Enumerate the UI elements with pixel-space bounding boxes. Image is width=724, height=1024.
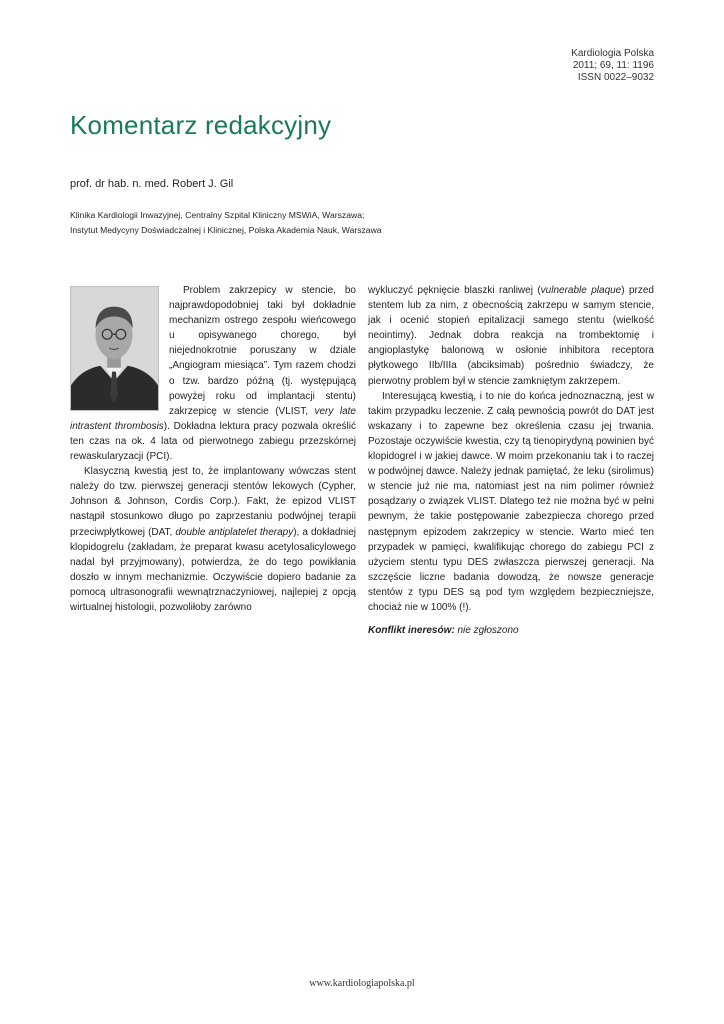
author-portrait <box>70 286 159 411</box>
conflict-value: nie zgłoszono <box>457 625 519 637</box>
author-name: prof. dr hab. n. med. Robert J. Gil <box>70 178 234 190</box>
journal-issn: ISSN 0022–9032 <box>577 72 654 83</box>
footer-url: www.kardiologiapolska.pl <box>309 978 415 989</box>
article-title: Komentarz redakcyjny <box>70 110 332 140</box>
conflict-label: Konflikt ineresów: <box>368 625 455 637</box>
left-column <box>70 283 356 615</box>
affiliation-line: Klinika Kardiologii Inwazyjnej, Centralny Szpital Kliniczny MSWiA, Warszawa; <box>70 210 365 220</box>
conflict-of-interest <box>368 623 654 638</box>
journal-citation: 2011; 69, 11: 1196 <box>572 60 654 71</box>
portrait-image <box>71 287 158 410</box>
right-column <box>368 283 654 638</box>
journal-header <box>434 48 654 84</box>
paragraph: Problem zakrzepicy w stencie, bo najprawdopodobniej taki był dokładnie mechanizm ostrego zespołu wieńcowego u opisywanego chorego, był niejednokrotnie poruszany w dziale „Angiogram miesiąca”. Tym razem chodzi o tzw. bardzo późną (tj. występującą powyżej roku od implantacji stentu) zakrzepicę w stencie (VLIST, very late intrastent thrombosis). Dokładna lektura pracy pozwala określić ten czas na ok. 4 lata od pierwotnego zabiegu przezskórnej rewaskularyzacji (PCI). <box>70 285 356 463</box>
paragraph: wykluczyć pęknięcie blaszki ranliwej (vulnerable plaque) przed stentem lub za nim, z obecnością zakrzepu w samym stencie, jak i ocenić stopień epitalizacji samego stentu (wielkość neointimy). Jednak dobra reakcja na trombektomię i angioplastykę balonową w osłonie inhibitora receptora płytkowego IIb/IIIa (abciksimab) pośrednio świadczy, że pierwotny problem był w stencie zamkniętym zakrzepem. <box>368 285 654 387</box>
affiliation-line: Instytut Medycyny Doświadczalnej i Klinicznej, Polska Akademia Nauk, Warszawa <box>70 225 382 235</box>
affiliations <box>70 208 670 238</box>
paragraph: Interesującą kwestią, i to nie do końca jednoznaczną, jest w takim przypadku leczenie. Z całą pewnością powrót do DAT jest wskazany i to zapewne bez określenia czasu jej trwania. Pozostaje oczywiście kwestia, czy tą tienopirydyną powinien być klopidogrel i w jakiej dawce. W moim przekonaniu tak i to raczej w podwójnej dawce. Należy jednak pamiętać, że leku (sirolimus) w stencie już nie ma, natomiast jest na nim polimer również posądzany o związek VLIST. Dlatego też nie można być w pełni pewnym, że takie postępowanie zabezpiecza chorego przed następnym epizodem zakrzepicy w stencie. Warto mieć ten przypadek w pamięci, kwalifikując chorego do zabiegu PCI z użyciem stentu typu DES zwłaszcza pierwszej generacji. Na szczęście liczne badania dowodzą, że nowsze generacje stentów z typu DES są pod tym względem bezpieczniejsze, chociaż nie w 100% (!). <box>368 390 654 613</box>
journal-name: Kardiologia Polska <box>571 48 654 59</box>
paragraph: Klasyczną kwestią jest to, że implantowany wówczas stent należy do tzw. pierwszej generacji stentów lekowych (Cypher, Johnson & Johnson, Cordis Corp.). Fakt, że epizod VLIST nastąpił stosunkowo długo po zaprzestaniu podwójnej terapii przeciwpłytkowej (DAT, double antiplatelet therapy), a dokładniej klopidogrelu (zakładam, że preparat kwasu acetylosalicylowego nadal był przyjmowany), potwierdza, że do tego powikłania doszło w innym mechanizmie. Oczywiście dopiero badanie za pomocą ultrasonografii wewnątrznaczyniowej, najlepiej z opcją wirtualnej histologii, pozwoliłoby zarówno <box>70 466 357 613</box>
